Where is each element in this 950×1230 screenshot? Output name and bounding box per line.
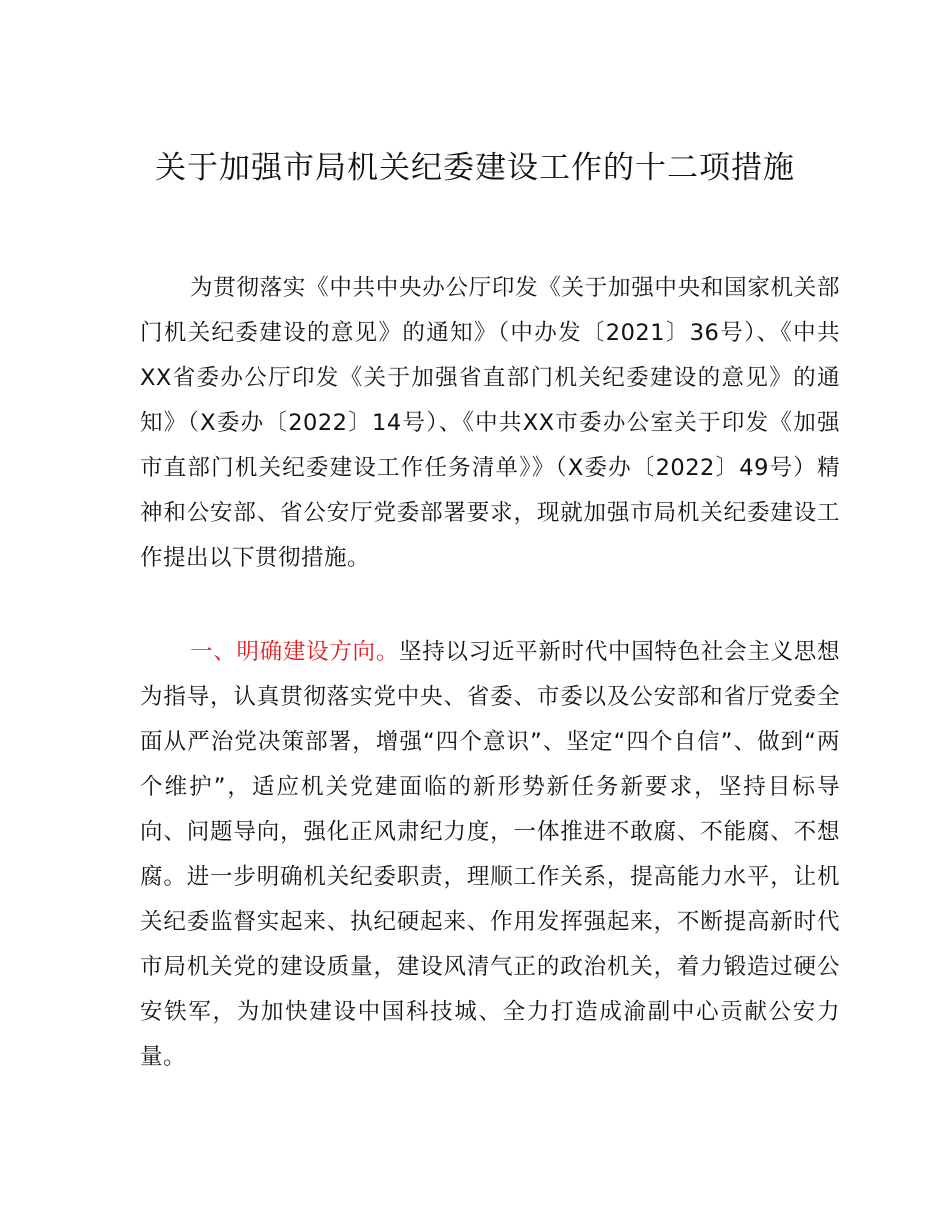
section-body: 坚持以习近平新时代中国特色社会主义思想为指导，认真贯彻落实党中央、省委、市委以及公安部和省厅党委全面从严治党决策部署，增强“四个意识”、坚定“四个自信”、做到“两个维护”，适应机关党建面临的新形势新任务新要求，坚持目标导向、问题导向，强化正风肃纪力度，一体推进不敢腐、不能腐、不想腐。进一步明确机关纪委职责，理顺工作关系，提高能力水平，让机关纪委监督实起来、执纪硬起来、作用发挥强起来，不断提高新时代市局机关党的建设质量，建设风清气正的政治机关，着力锻造过硬公安铁军，为加快建设中国科技城、全力打造成渝副中心贡献公安力量。 [140,639,840,1070]
intro-paragraph: 为贯彻落实《中共中央办公厅印发《关于加强中央和国家机关部门机关纪委建设的意见》的通知》（中办发〔2021〕36号）、《中共XX省委办公厅印发《关于加强省直部门机关纪委建设的意见》的通知》（X委办〔2022〕14号）、《中共XX市委办公室关于印发《加强市直部门机关纪委建设工作任务清单》》（X委办〔2022〕49号）精神和公安部、省公安厅党委部署要求，现就加强市局机关纪委建设工作提出以下贯彻措施。 [140,275,840,571]
section-paragraph [140,630,840,1080]
document-title: 关于加强市局机关纪委建设工作的十二项措施 [155,150,795,186]
section-heading: 一、明确建设方向。 [190,639,399,665]
